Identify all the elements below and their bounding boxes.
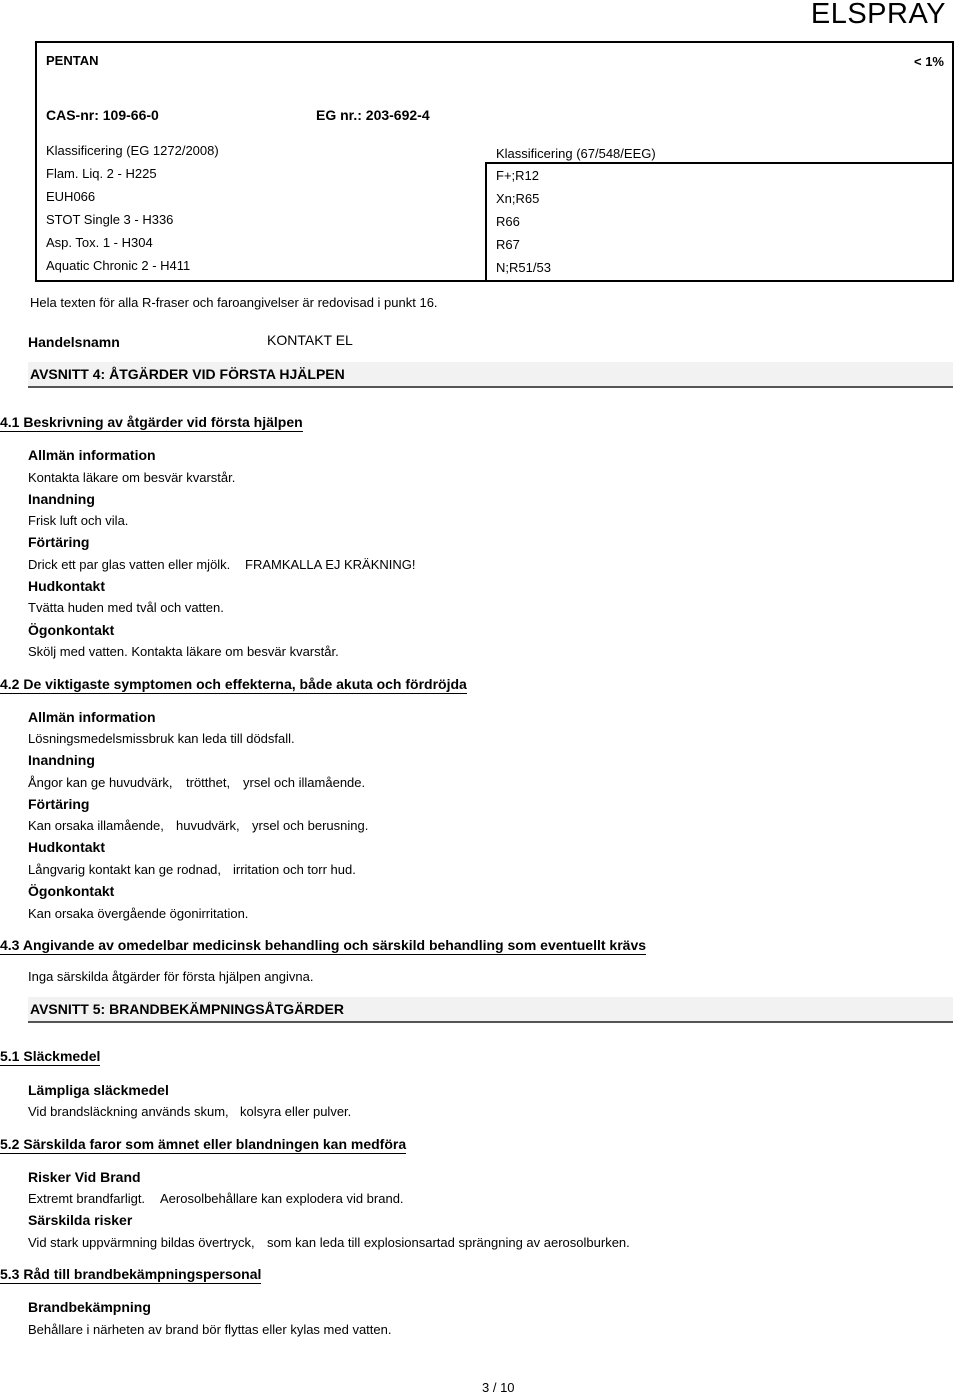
item-text: huvudvärk, <box>176 818 240 833</box>
item-text: Frisk luft och vila. <box>28 513 129 528</box>
item-text: Tvätta huden med tvål och vatten. <box>28 600 224 615</box>
item-text: Inga särskilda åtgärder för första hjälpen angivna. <box>28 969 314 984</box>
dsd-item: N;R51/53 <box>496 260 551 275</box>
dsd-item: Xn;R65 <box>496 191 540 206</box>
subsection-4-1-title: 4.1 Beskrivning av åtgärder vid första hjälpen <box>0 414 303 430</box>
item-label: Brandbekämpning <box>28 1299 151 1315</box>
item-label: Lämpliga släckmedel <box>28 1082 169 1098</box>
item-text: Vid stark uppvärmning bildas övertryck, <box>28 1235 255 1250</box>
item-text: Lösningsmedelsmissbruk kan leda till dödsfall. <box>28 731 295 746</box>
component-concentration: < 1% <box>914 54 944 69</box>
item-text: Vid brandsläckning används skum, <box>28 1104 229 1119</box>
item-label: Hudkontakt <box>28 839 105 855</box>
item-text: Skölj med vatten. Kontakta läkare om besvär kvarstår. <box>28 644 339 659</box>
eg-number: EG nr.: 203-692-4 <box>316 107 430 123</box>
item-text: Kontakta läkare om besvär kvarstår. <box>28 470 236 485</box>
item-text: Långvarig kontakt kan ge rodnad, <box>28 862 221 877</box>
item-text: kolsyra eller pulver. <box>240 1104 352 1119</box>
cas-number: CAS-nr: 109-66-0 <box>46 107 159 123</box>
clp-item: Asp. Tox. 1 - H304 <box>46 235 153 250</box>
item-text: yrsel och illamående. <box>243 775 366 790</box>
subsection-4-3-title: 4.3 Angivande av omedelbar medicinsk behandling och särskild behandling som eventuellt krävs <box>0 937 647 953</box>
component-box <box>35 41 954 282</box>
item-label: Ögonkontakt <box>28 622 115 638</box>
subsection-5-3-title: 5.3 Råd till brandbekämpningspersonal <box>0 1266 262 1282</box>
section-4-header: AVSNITT 4: ÅTGÄRDER VID FÖRSTA HJÄLPEN <box>28 362 953 388</box>
clp-item: Aquatic Chronic 2 - H411 <box>46 258 191 273</box>
component-name: PENTAN <box>46 53 99 68</box>
item-label: Förtäring <box>28 534 90 550</box>
item-text: Ångor kan ge huvudvärk, <box>28 775 173 790</box>
section-5-header: AVSNITT 5: BRANDBEKÄMPNINGSÅTGÄRDER <box>28 997 953 1023</box>
document-title: ELSPRAY <box>810 0 946 30</box>
item-label: Risker Vid Brand <box>28 1169 141 1185</box>
item-text: Drick ett par glas vatten eller mjölk. <box>28 557 231 572</box>
item-label: Hudkontakt <box>28 578 105 594</box>
clp-item: STOT Single 3 - H336 <box>46 212 174 227</box>
dsd-item: R66 <box>496 214 520 229</box>
item-text: trötthet, <box>186 775 231 790</box>
subsection-5-1-title: 5.1 Släckmedel <box>0 1048 101 1064</box>
item-text: irritation och torr hud. <box>233 862 356 877</box>
row-divider <box>485 162 952 164</box>
item-label: Allmän information <box>28 709 156 725</box>
column-divider <box>485 162 487 280</box>
item-text: Aerosolbehållare kan explodera vid brand. <box>160 1191 404 1206</box>
dsd-item: F+;R12 <box>496 168 539 183</box>
trade-name-label: Handelsnamn <box>28 334 120 350</box>
item-text: Extremt brandfarligt. <box>28 1191 146 1206</box>
page-number: 3 / 10 <box>482 1380 515 1395</box>
r-phrase-note: Hela texten för alla R-fraser och faroangivelser är redovisad i punkt 16. <box>30 295 438 310</box>
clp-item: Flam. Liq. 2 - H225 <box>46 166 157 181</box>
dsd-item: R67 <box>496 237 520 252</box>
dsd-heading: Klassificering (67/548/EEG) <box>496 146 656 161</box>
item-text-warning: FRAMKALLA EJ KRÄKNING! <box>245 557 416 572</box>
clp-heading: Klassificering (EG 1272/2008) <box>46 143 219 158</box>
clp-item: EUH066 <box>46 189 96 204</box>
item-label: Särskilda risker <box>28 1212 133 1228</box>
item-text: Kan orsaka övergående ögonirritation. <box>28 906 249 921</box>
item-text: Kan orsaka illamående, <box>28 818 164 833</box>
item-text: som kan leda till explosionsartad sprängning av aerosolburken. <box>267 1235 630 1250</box>
subsection-4-2-title: 4.2 De viktigaste symptomen och effekterna, både akuta och fördröjda <box>0 676 467 692</box>
item-label: Inandning <box>28 752 95 768</box>
item-label: Inandning <box>28 491 95 507</box>
subsection-5-2-title: 5.2 Särskilda faror som ämnet eller blandningen kan medföra <box>0 1136 407 1152</box>
item-label: Allmän information <box>28 447 156 463</box>
trade-name-value: KONTAKT EL <box>267 332 353 348</box>
item-label: Förtäring <box>28 796 90 812</box>
item-text: Behållare i närheten av brand bör flyttas eller kylas med vatten. <box>28 1322 392 1337</box>
item-text: yrsel och berusning. <box>252 818 369 833</box>
item-label: Ögonkontakt <box>28 883 115 899</box>
